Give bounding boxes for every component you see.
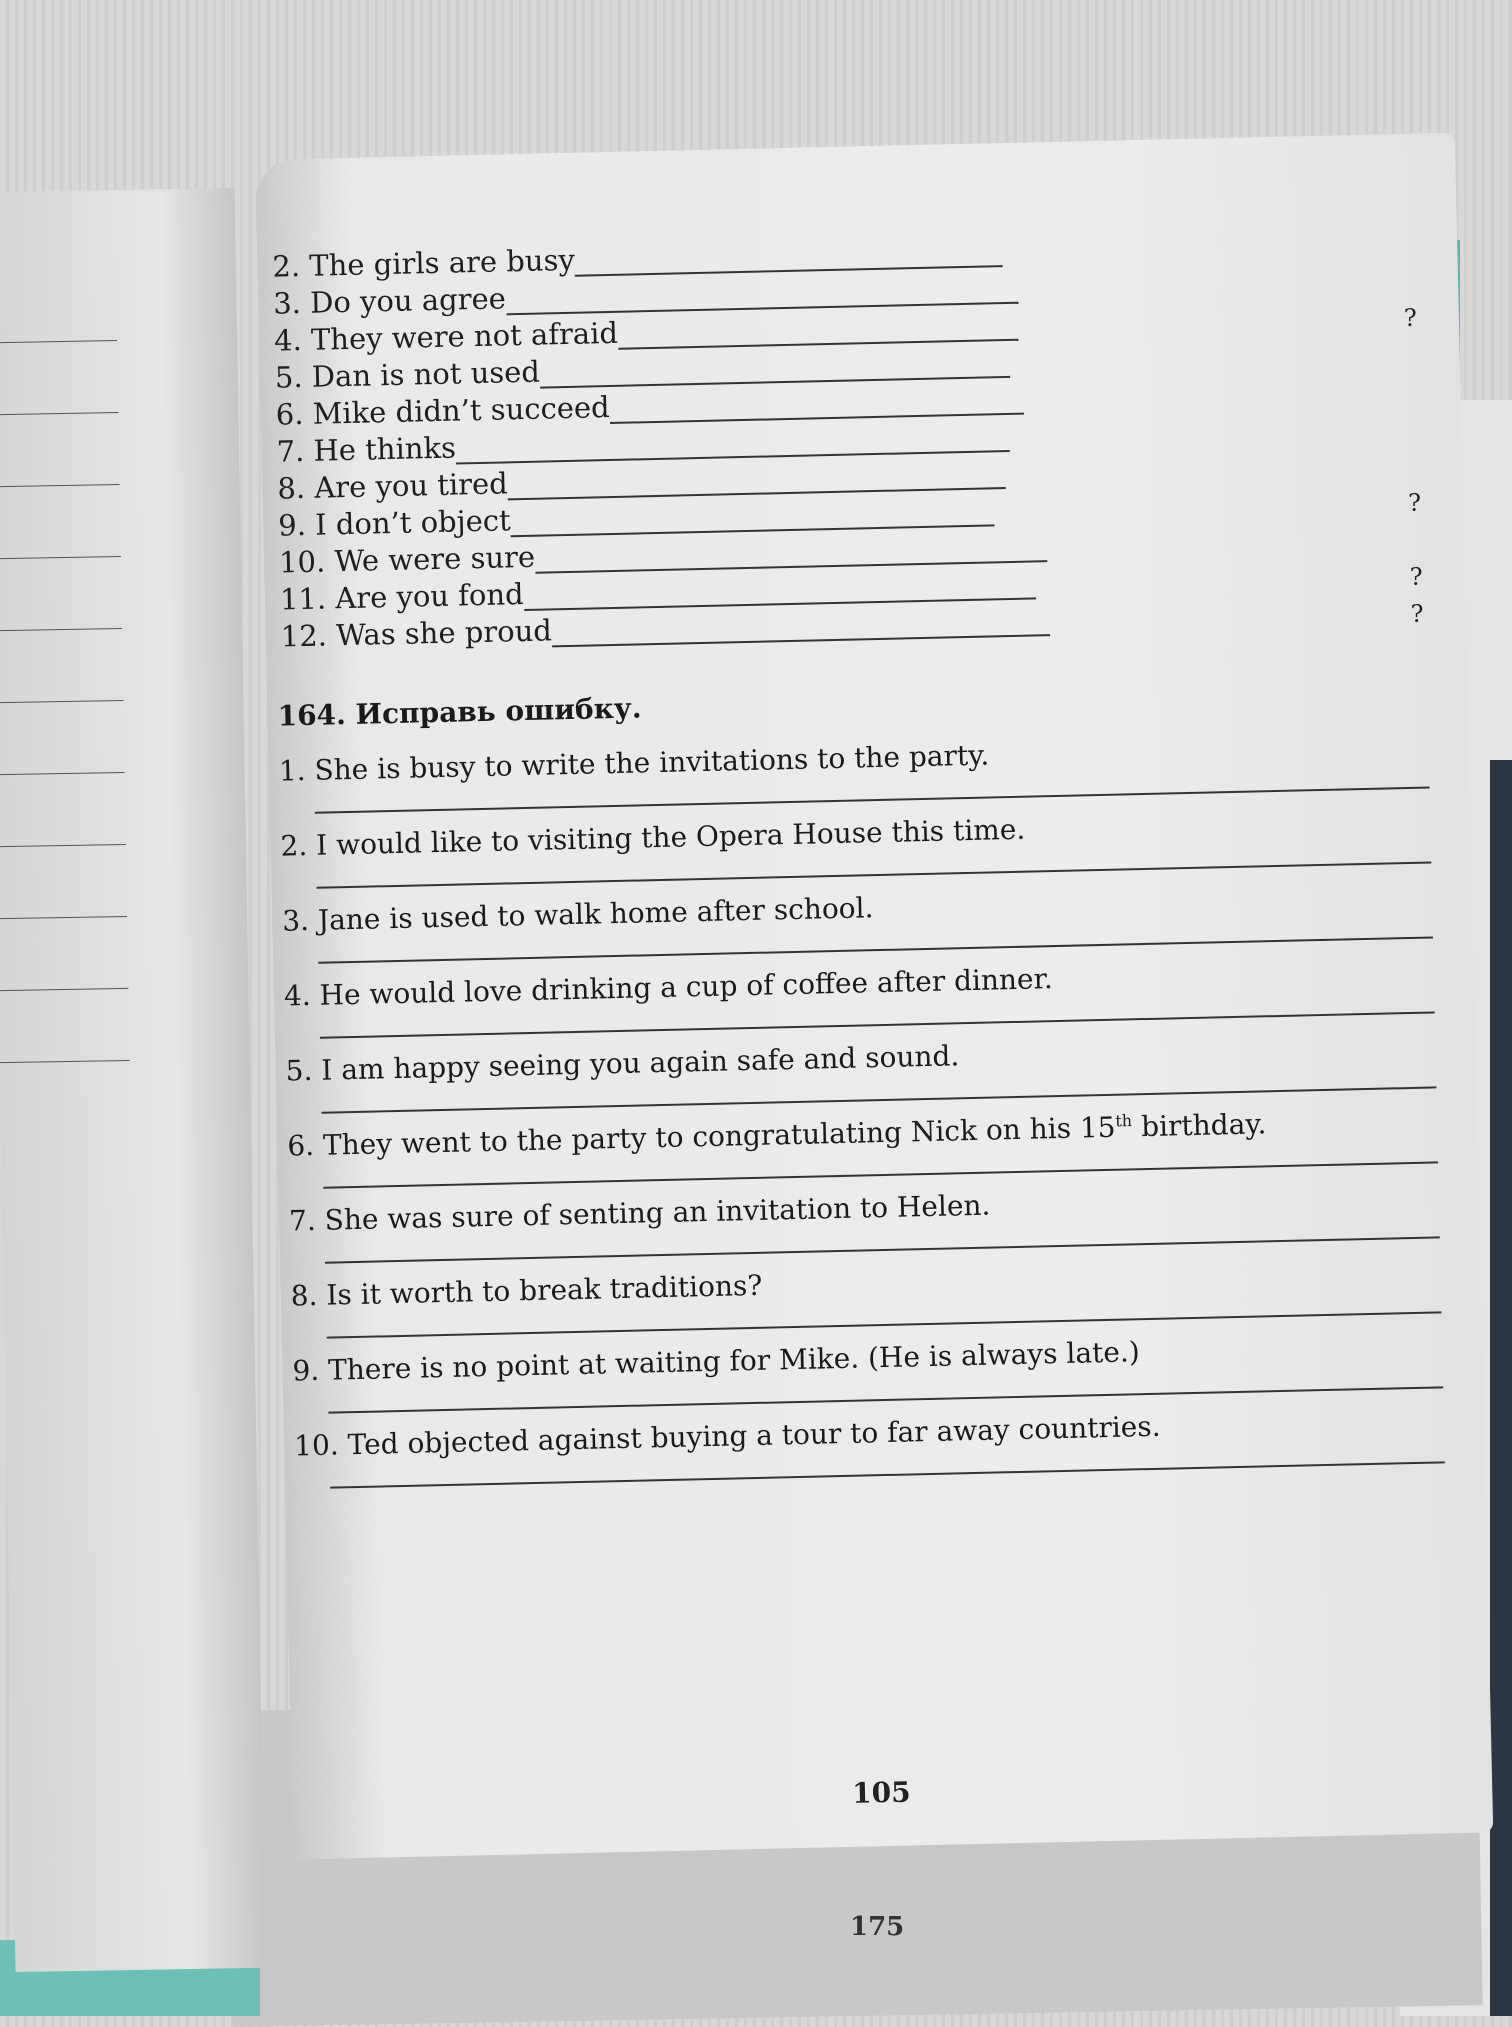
item-number: 10. <box>278 544 326 580</box>
exercise-item <box>294 1403 1444 1462</box>
top-exercise <box>255 133 1455 654</box>
item-text: Is it worth to break traditions? <box>326 1268 763 1312</box>
item-number: 2. <box>272 249 301 284</box>
background-object <box>1490 760 1512 2016</box>
item-text: They went to the party to congratulating Nick on his 15 <box>322 1110 1116 1162</box>
item-text-tail: birthday. <box>1131 1107 1267 1144</box>
superscript: th <box>1115 1111 1133 1131</box>
exercise-heading: 164. Исправь ошибку. <box>277 691 642 733</box>
item-number: 6. <box>287 1128 315 1163</box>
item-number: 12. <box>280 618 328 654</box>
answer-line <box>0 1060 130 1063</box>
answer-line <box>0 484 120 487</box>
item-number: 5. <box>285 1053 313 1088</box>
item-number: 5. <box>274 359 303 395</box>
answer-line <box>0 988 128 991</box>
item-text: Was she proud <box>335 613 553 653</box>
item-number: 9. <box>292 1353 320 1388</box>
item-text: I don’t object <box>314 503 512 542</box>
item-number: 7. <box>276 433 305 469</box>
item-text: I am happy seeing you again safe and sound. <box>320 1039 960 1087</box>
item-number: 2. <box>280 828 308 863</box>
item-text: Dan is not used <box>311 354 541 394</box>
item-text: Are you tired <box>313 466 509 505</box>
item-text: He would love drinking a cup of coffee after dinner. <box>319 962 1054 1012</box>
item-text: Mike didn’t succeed <box>312 390 611 431</box>
item-text: Are you fond <box>334 577 525 616</box>
item-text: Do you agree <box>309 281 507 320</box>
answer-line <box>0 628 122 631</box>
item-text: She is busy to write the invitations to the party. <box>314 738 990 787</box>
answer-line <box>552 634 1050 647</box>
item-text: Ted objected against buying a tour to far away countries. <box>347 1409 1161 1462</box>
exercise-item <box>284 953 1434 1012</box>
exercise-item <box>280 804 1430 863</box>
back-page-number: 175 <box>850 1912 905 1942</box>
exercise-item <box>287 1103 1437 1162</box>
item-text: There is no point at waiting for Mike. (He is always late.) <box>327 1335 1141 1387</box>
item-number: 8. <box>290 1278 318 1313</box>
item-text: I would like to visiting the Opera House this time. <box>315 812 1026 862</box>
book-page <box>255 133 1493 1860</box>
answer-line <box>330 1461 1445 1488</box>
item-number: 3. <box>281 903 310 938</box>
left-page <box>0 188 266 1972</box>
answer-line <box>0 844 126 847</box>
item-number: 11. <box>279 581 327 617</box>
item-text: He thinks <box>313 430 457 468</box>
question-mark: ? <box>1409 562 1424 591</box>
answer-line <box>0 916 127 919</box>
answer-line <box>0 700 123 703</box>
question-mark: ? <box>1407 488 1422 517</box>
item-text: They were not afraid <box>310 315 619 357</box>
item-number: 1. <box>278 754 306 788</box>
item-number: 9. <box>277 507 307 543</box>
question-mark: ? <box>1410 599 1424 628</box>
item-text: We were sure <box>334 539 536 579</box>
answer-line <box>0 772 125 775</box>
page-number: 105 <box>851 1775 912 1810</box>
item-number: 7. <box>288 1203 317 1238</box>
answer-line <box>0 556 121 559</box>
item-number: 4. <box>273 322 303 358</box>
exercise-item <box>290 1253 1440 1312</box>
item-number: 10. <box>293 1428 340 1463</box>
item-number: 3. <box>272 285 302 321</box>
exercise-item <box>289 1178 1439 1237</box>
item-number: 4. <box>283 978 312 1013</box>
exercise-item <box>282 878 1432 937</box>
question-mark: ? <box>1403 303 1418 332</box>
item-number: 6. <box>275 396 304 432</box>
item-text: Jane is used to walk home after school. <box>317 891 874 937</box>
item-number: 8. <box>277 470 306 506</box>
exercise-item <box>292 1328 1442 1387</box>
answer-line <box>0 412 118 415</box>
exercise-item <box>278 729 1428 788</box>
item-text: She was sure of senting an invitation to Helen. <box>324 1188 991 1237</box>
answer-line <box>0 340 117 343</box>
item-text: The girls are busy <box>308 242 576 283</box>
exercise-item <box>285 1028 1435 1087</box>
